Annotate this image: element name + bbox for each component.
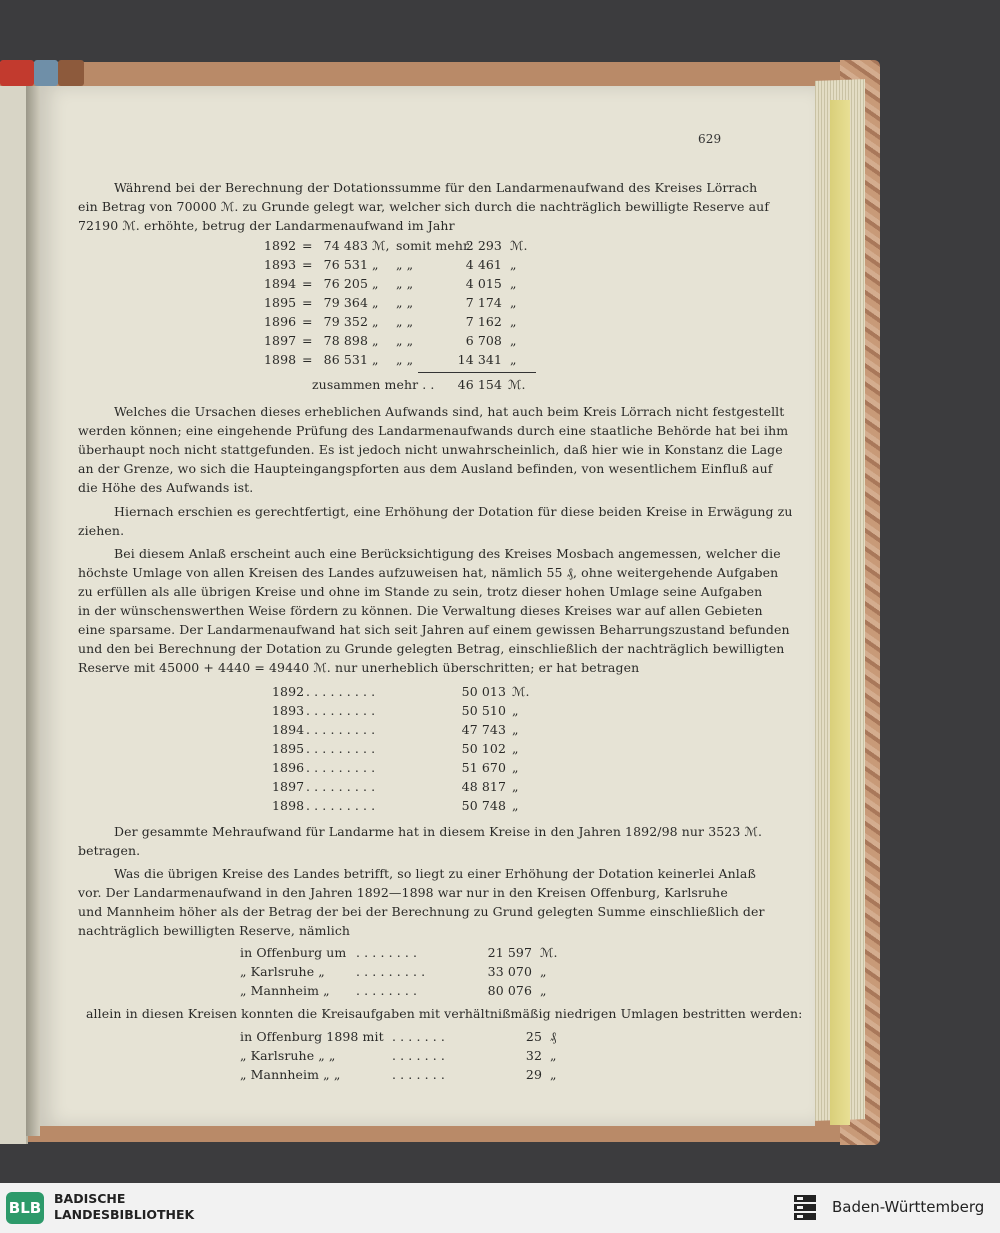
table4-dots: . . . . . . . <box>392 1048 445 1063</box>
table1-eq: = <box>302 352 313 367</box>
bookmark-bands <box>0 60 90 88</box>
table4-value: 29 <box>525 1067 542 1082</box>
table2-year: 1893 <box>272 703 305 718</box>
table2-unit: ℳ. <box>512 684 530 699</box>
table2-value: 51 670 <box>461 760 506 775</box>
table1-unit: „ <box>372 257 379 272</box>
table4-label: in Offenburg 1898 mit <box>240 1029 384 1044</box>
table2-dots: . . . . . . . . . <box>306 760 376 775</box>
table2-dots: . . . . . . . . . <box>306 779 376 794</box>
para1-line-3: 72190 ℳ. erhöhte, betrug der Landarmenaufwand im Jahr <box>78 218 455 233</box>
bw-lions-icon[interactable] <box>792 1193 818 1223</box>
page-number: 629 <box>698 132 722 146</box>
table1-diff-unit: ℳ. <box>510 238 528 253</box>
table3-label: „ Karlsruhe „ <box>240 964 325 979</box>
table1-unit: „ <box>372 314 379 329</box>
table1-diff-unit: „ <box>510 352 517 367</box>
para4-line-2: höchste Umlage von allen Kreisen des Landes aufzuweisen hat, nämlich 55 ₰, ohne weitergehende Aufgaben <box>78 565 779 580</box>
para4-line-4: in der wünschenswerthen Weise fördern zu können. Die Verwaltung dieses Kreises war auf allen Gebieten <box>78 603 763 618</box>
table1-year: 1895 <box>264 295 297 310</box>
table1-diff-unit: „ <box>510 314 517 329</box>
para4-line-1: Bei diesem Anlaß erscheint auch eine Berücksichtigung des Kreises Mosbach angemessen, welcher die <box>114 546 781 561</box>
table4-unit: „ <box>550 1048 557 1063</box>
table2-dots: . . . . . . . . . <box>306 684 376 699</box>
table4-label: „ Mannheim „ „ <box>240 1067 341 1082</box>
table1-unit: „ <box>372 276 379 291</box>
para4-line-3: zu erfüllen als alle übrigen Kreise und ohne im Stande zu sein, trotz dieser hohen Umlage seine Aufgaben <box>78 584 763 599</box>
table3-value: 33 070 <box>487 964 532 979</box>
table1-text: somit mehr <box>396 238 470 253</box>
table1-diff-unit: „ <box>510 276 517 291</box>
table4-dots: . . . . . . . <box>392 1029 445 1044</box>
blb-name-line-2: LANDESBIBLIOTHEK <box>54 1207 195 1222</box>
para2-line-1: Welches die Ursachen dieses erheblichen Aufwands sind, hat auch beim Kreis Lörrach nicht festgestellt <box>114 404 785 419</box>
brown-band <box>58 60 84 86</box>
para7-line-1: allein in diesen Kreisen konnten die Kreisaufgaben mit verhältnißmäßig niedrigen Umlagen bestritten werden: <box>86 1006 803 1021</box>
bw-name[interactable]: Baden-Württemberg <box>832 1198 985 1216</box>
table3-dots: . . . . . . . . <box>356 945 418 960</box>
table3-label: in Offenburg um <box>240 945 347 960</box>
para3-line-1: Hiernach erschien es gerechtfertigt, eine Erhöhung der Dotation für diese beiden Kreise in Erwägung zu <box>114 504 793 519</box>
sum-rule <box>418 372 536 373</box>
table1-eq: = <box>302 276 313 291</box>
blb-name[interactable] <box>54 1191 194 1223</box>
table2-year: 1897 <box>272 779 305 794</box>
table3-dots: . . . . . . . . . <box>356 964 426 979</box>
table4-dots: . . . . . . . <box>392 1067 445 1082</box>
table2-value: 50 013 <box>461 684 506 699</box>
book-page <box>40 86 815 1126</box>
para2-line-5: die Höhe des Aufwands ist. <box>78 480 254 495</box>
table1-value: 86 531 <box>323 352 368 367</box>
table2-unit: „ <box>512 741 519 756</box>
table1-diff: 14 341 <box>457 352 502 367</box>
table2-value: 50 748 <box>461 798 506 813</box>
para4-line-5: eine sparsame. Der Landarmenaufwand hat sich seit Jahren auf einem gewissen Beharrungszustand befunden <box>78 622 790 637</box>
table1-sum-label: zusammen mehr . . <box>312 377 435 392</box>
table1-value: 79 352 <box>323 314 368 329</box>
table1-diff-unit: „ <box>510 333 517 348</box>
table2-unit: „ <box>512 703 519 718</box>
table1-text: „ „ <box>396 314 414 329</box>
table3-label: „ Mannheim „ <box>240 983 330 998</box>
table1-diff: 7 162 <box>465 314 502 329</box>
table1-sum-value: 46 154 <box>457 377 502 392</box>
table2-value: 50 510 <box>461 703 506 718</box>
table1-diff: 7 174 <box>465 295 502 310</box>
table4-unit: „ <box>550 1067 557 1082</box>
para1-line-1: Während bei der Berechnung der Dotationssumme für den Landarmenaufwand des Kreises Lörrach <box>114 180 758 195</box>
table4-label: „ Karlsruhe „ „ <box>240 1048 336 1063</box>
blb-name-line-1: BADISCHE <box>54 1191 126 1206</box>
table1-eq: = <box>302 333 313 348</box>
table1-diff-unit: „ <box>510 295 517 310</box>
table2-year: 1895 <box>272 741 305 756</box>
table1-diff: 4 461 <box>465 257 502 272</box>
table3-dots: . . . . . . . . <box>356 983 418 998</box>
table4-value: 25 <box>525 1029 542 1044</box>
para5-line-2: betragen. <box>78 843 141 858</box>
table1-value: 78 898 <box>323 333 368 348</box>
table2-dots: . . . . . . . . . <box>306 798 376 813</box>
table1-unit: ℳ, <box>372 238 390 253</box>
table2-unit: „ <box>512 798 519 813</box>
table1-eq: = <box>302 295 313 310</box>
table1-year: 1897 <box>264 333 297 348</box>
table2-value: 50 102 <box>461 741 506 756</box>
blb-logo[interactable]: BLB <box>6 1192 44 1224</box>
table1-diff: 4 015 <box>465 276 502 291</box>
table1-value: 76 531 <box>323 257 368 272</box>
table3-unit: „ <box>540 964 547 979</box>
table1-eq: = <box>302 314 313 329</box>
para6-line-2: vor. Der Landarmenaufwand in den Jahren 1892—1898 war nur in den Kreisen Offenburg, Karlsruhe <box>78 885 728 900</box>
para6-line-3: und Mannheim höher als der Betrag der bei der Berechnung zu Grund gelegten Summe einschließlich der <box>78 904 765 919</box>
table2-value: 47 743 <box>461 722 506 737</box>
para5-line-1: Der gesammte Mehraufwand für Landarme hat in diesem Kreise in den Jahren 1892/98 nur 3523 ℳ. <box>114 824 763 839</box>
gilt-edge <box>830 100 850 1125</box>
table2-year: 1892 <box>272 684 305 699</box>
table1-diff: 2 293 <box>465 238 502 253</box>
para2-line-2: werden können; eine eingehende Prüfung des Landarmenaufwands durch eine staatliche Behörde hat bei ihm <box>78 423 789 438</box>
table1-diff: 6 708 <box>465 333 502 348</box>
table2-unit: „ <box>512 779 519 794</box>
table2-year: 1894 <box>272 722 305 737</box>
table1-value: 79 364 <box>323 295 368 310</box>
table1-text: „ „ <box>396 295 414 310</box>
para3-line-2: ziehen. <box>78 523 125 538</box>
table3-unit: ℳ. <box>540 945 558 960</box>
table3-value: 80 076 <box>487 983 532 998</box>
table1-year: 1896 <box>264 314 297 329</box>
table1-text: „ „ <box>396 276 414 291</box>
table2-unit: „ <box>512 760 519 775</box>
viewer-footer <box>0 1183 1000 1233</box>
para2-line-3: überhaupt noch nicht stattgefunden. Es ist jedoch nicht unwahrscheinlich, daß hier wie in Konstanz die Lage <box>78 442 783 457</box>
table4-unit: ₰ <box>550 1029 557 1044</box>
table1-unit: „ <box>372 295 379 310</box>
table2-dots: . . . . . . . . . <box>306 703 376 718</box>
left-page-edge <box>0 86 28 1144</box>
table1-value: 76 205 <box>323 276 368 291</box>
blue-band <box>34 60 58 86</box>
para4-line-6: und den bei Berechnung der Dotation zu Grunde gelegten Betrag, einschließlich der nachträglich bewilligten <box>78 641 785 656</box>
table1-text: „ „ <box>396 257 414 272</box>
table1-eq: = <box>302 238 313 253</box>
para6-line-4: nachträglich bewilligten Reserve, nämlich <box>78 923 351 938</box>
table4-value: 32 <box>525 1048 542 1063</box>
table1-text: „ „ <box>396 352 414 367</box>
table1-year: 1894 <box>264 276 297 291</box>
table1-diff-unit: „ <box>510 257 517 272</box>
table2-unit: „ <box>512 722 519 737</box>
table2-year: 1896 <box>272 760 305 775</box>
table1-year: 1892 <box>264 238 297 253</box>
table3-value: 21 597 <box>487 945 532 960</box>
book-gutter <box>26 86 40 1136</box>
table1-unit: „ <box>372 352 379 367</box>
table1-year: 1898 <box>264 352 297 367</box>
para6-line-1: Was die übrigen Kreise des Landes betrifft, so liegt zu einer Erhöhung der Dotation keinerlei Anlaß <box>114 866 756 881</box>
para2-line-4: an der Grenze, wo sich die Haupteingangspforten aus dem Ausland befinden, von wesentlichem Einfluß auf <box>78 461 773 476</box>
table2-year: 1898 <box>272 798 305 813</box>
table2-value: 48 817 <box>461 779 506 794</box>
table1-text: „ „ <box>396 333 414 348</box>
table1-unit: „ <box>372 333 379 348</box>
table2-dots: . . . . . . . . . <box>306 722 376 737</box>
red-band <box>0 60 34 86</box>
para4-line-7: Reserve mit 45000 + 4440 = 49440 ℳ. nur unerheblich überschritten; er hat betragen <box>78 660 640 675</box>
table3-unit: „ <box>540 983 547 998</box>
table2-dots: . . . . . . . . . <box>306 741 376 756</box>
table1-sum-unit: ℳ. <box>508 377 526 392</box>
table1-year: 1893 <box>264 257 297 272</box>
table1-eq: = <box>302 257 313 272</box>
para1-line-2: ein Betrag von 70000 ℳ. zu Grunde gelegt war, welcher sich durch die nachträglich bewilligte Reserve auf <box>78 199 770 214</box>
table1-value: 74 483 <box>323 238 368 253</box>
